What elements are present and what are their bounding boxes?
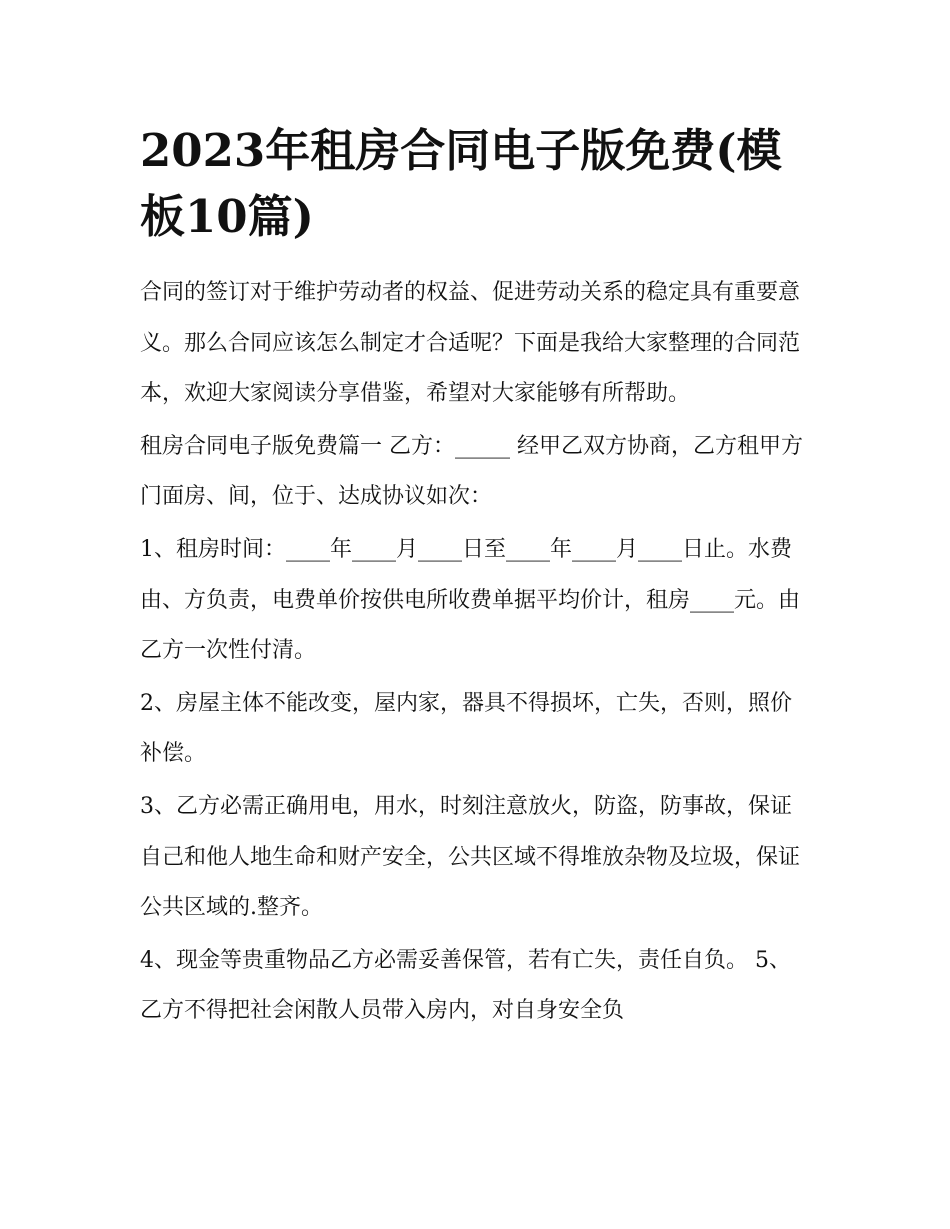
clause-4-5-paragraph: 4、现金等贵重物品乙方必需妥善保管，若有亡失，责任自负。 5、乙方不得把社会闲散人员带入房内，对自身安全负 [140,947,791,1024]
document-body [140,268,812,1037]
document-content [140,118,812,1039]
intro-paragraph: 合同的签订对于维护劳动者的权益、促进劳动关系的稳定具有重要意义。那么合同应该怎么制定才合适呢？下面是我给大家整理的合同范本，欢迎大家阅读分享借鉴，希望对大家能够有所帮助。 [140,280,801,407]
clause-3-paragraph: 3、乙方必需正确用电，用水，时刻注意放火，防盗，防事故，保证自己和他人地生命和财产安全，公共区域不得堆放杂物及垃圾，保证公共区域的.整齐。 [140,793,801,921]
contract-header-paragraph: 租房合同电子版免费篇一 乙方：_____ 经甲乙双方协商，乙方租甲方门面房、间，位于、达成协议如次： [140,433,803,510]
clause-2-paragraph: 2、房屋主体不能改变，屋内家，器具不得损坏，亡失，否则，照价补偿。 [140,690,792,767]
document-title: 2023年租房合同电子版免费(模板10篇) [140,124,782,243]
clause-1-paragraph: 1、租房时间：____年____月____日至____年____月____日止。水费由、方负责，电费单价按供电所收费单据平均价计，租房____元。由乙方一次性付清。 [140,536,801,664]
